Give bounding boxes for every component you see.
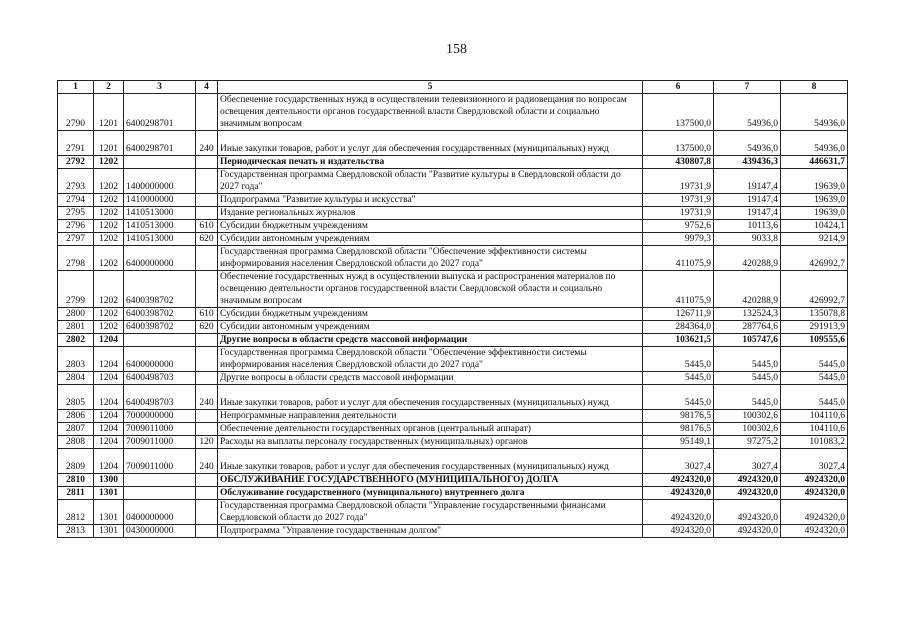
row-number: 2800 bbox=[58, 308, 94, 321]
item-name: ОБСЛУЖИВАНИЕ ГОСУДАРСТВЕННОГО (МУНИЦИПАЛЬНОГО) ДОЛГА bbox=[218, 474, 643, 487]
item-name: Государственная программа Свердловской области "Развитие культуры в Свердловской области до 2027 года" bbox=[218, 169, 643, 194]
amount-col6: 19731,9 bbox=[643, 169, 714, 194]
amount-col8: 135078,8 bbox=[781, 308, 848, 321]
table-row bbox=[58, 410, 848, 423]
expense-type-code bbox=[196, 156, 218, 169]
expense-type-code bbox=[196, 207, 218, 220]
target-article-code: 1410000000 bbox=[124, 194, 196, 207]
section-code: 1204 bbox=[94, 410, 124, 423]
table-row bbox=[58, 233, 848, 246]
row-number: 2811 bbox=[58, 487, 94, 500]
table-row bbox=[58, 94, 848, 131]
amount-col6: 411075,9 bbox=[643, 246, 714, 271]
amount-col7: 420288,9 bbox=[714, 271, 781, 308]
table-row bbox=[58, 449, 848, 474]
expense-type-code bbox=[196, 347, 218, 372]
section-code: 1300 bbox=[94, 474, 124, 487]
amount-col7: 132524,3 bbox=[714, 308, 781, 321]
amount-col6: 9752,6 bbox=[643, 220, 714, 233]
expense-type-code: 240 bbox=[196, 385, 218, 410]
target-article-code: 7000000000 bbox=[124, 410, 196, 423]
section-code: 1204 bbox=[94, 436, 124, 449]
expense-type-code: 240 bbox=[196, 131, 218, 156]
row-number: 2808 bbox=[58, 436, 94, 449]
item-name: Субсидии автономным учреждениям bbox=[218, 233, 643, 246]
expense-type-code: 610 bbox=[196, 220, 218, 233]
expense-type-code bbox=[196, 372, 218, 385]
section-code: 1202 bbox=[94, 321, 124, 334]
item-name: Расходы на выплаты персоналу государственных (муниципальных) органов bbox=[218, 436, 643, 449]
table-row bbox=[58, 207, 848, 220]
amount-col7: 4924320,0 bbox=[714, 525, 781, 538]
amount-col8: 5445,0 bbox=[781, 372, 848, 385]
table-row bbox=[58, 194, 848, 207]
target-article-code: 7009011000 bbox=[124, 436, 196, 449]
section-code: 1204 bbox=[94, 385, 124, 410]
table-row bbox=[58, 525, 848, 538]
header-cell: 5 bbox=[218, 81, 643, 94]
amount-col8: 446631,7 bbox=[781, 156, 848, 169]
table-row bbox=[58, 474, 848, 487]
amount-col8: 4924320,0 bbox=[781, 474, 848, 487]
section-code: 1301 bbox=[94, 487, 124, 500]
row-number: 2802 bbox=[58, 334, 94, 347]
amount-col7: 100302,6 bbox=[714, 423, 781, 436]
amount-col7: 3027,4 bbox=[714, 449, 781, 474]
target-article-code: 1410513000 bbox=[124, 207, 196, 220]
expense-type-code bbox=[196, 500, 218, 525]
amount-col7: 420288,9 bbox=[714, 246, 781, 271]
table-row bbox=[58, 169, 848, 194]
amount-col7: 5445,0 bbox=[714, 385, 781, 410]
expense-type-code bbox=[196, 487, 218, 500]
amount-col7: 4924320,0 bbox=[714, 500, 781, 525]
amount-col8: 5445,0 bbox=[781, 347, 848, 372]
amount-col6: 284364,0 bbox=[643, 321, 714, 334]
item-name: Субсидии бюджетным учреждениям bbox=[218, 308, 643, 321]
target-article-code bbox=[124, 487, 196, 500]
amount-col6: 137500,0 bbox=[643, 94, 714, 131]
amount-col8: 54936,0 bbox=[781, 131, 848, 156]
amount-col8: 426992,7 bbox=[781, 271, 848, 308]
amount-col7: 5445,0 bbox=[714, 347, 781, 372]
item-name: Обеспечение государственных нужд в осуществлении телевизионного и радиовещания по вопросам освещения деятельности органов государственной власти Свердловской области и социально значимым вопросам bbox=[218, 94, 643, 131]
table-row bbox=[58, 321, 848, 334]
table-row bbox=[58, 385, 848, 410]
amount-col6: 9979,3 bbox=[643, 233, 714, 246]
amount-col8: 5445,0 bbox=[781, 385, 848, 410]
section-code: 1202 bbox=[94, 156, 124, 169]
row-number: 2804 bbox=[58, 372, 94, 385]
section-code: 1201 bbox=[94, 94, 124, 131]
expense-type-code: 240 bbox=[196, 449, 218, 474]
target-article-code: 6400498703 bbox=[124, 385, 196, 410]
item-name: Подпрограмма "Управление государственным долгом" bbox=[218, 525, 643, 538]
amount-col7: 19147,4 bbox=[714, 169, 781, 194]
row-number: 2791 bbox=[58, 131, 94, 156]
header-row bbox=[58, 81, 848, 94]
row-number: 2812 bbox=[58, 500, 94, 525]
section-code: 1204 bbox=[94, 423, 124, 436]
amount-col8: 10424,1 bbox=[781, 220, 848, 233]
item-name: Государственная программа Свердловской области "Обеспечение эффективности системы информирования населения Свердловской области до 2027 года" bbox=[218, 246, 643, 271]
target-article-code: 7009011000 bbox=[124, 423, 196, 436]
target-article-code: 1400000000 bbox=[124, 169, 196, 194]
item-name: Непрограммные направления деятельности bbox=[218, 410, 643, 423]
header-cell: 8 bbox=[781, 81, 848, 94]
item-name: Иные закупки товаров, работ и услуг для обеспечения государственных (муниципальных) нужд bbox=[218, 449, 643, 474]
row-number: 2796 bbox=[58, 220, 94, 233]
amount-col7: 97275,2 bbox=[714, 436, 781, 449]
header-cell: 2 bbox=[94, 81, 124, 94]
item-name: Другие вопросы в области средств массовой информации bbox=[218, 334, 643, 347]
header-cell: 1 bbox=[58, 81, 94, 94]
section-code: 1202 bbox=[94, 194, 124, 207]
expense-type-code bbox=[196, 194, 218, 207]
target-article-code: 1410513000 bbox=[124, 220, 196, 233]
amount-col7: 54936,0 bbox=[714, 94, 781, 131]
amount-col6: 4924320,0 bbox=[643, 487, 714, 500]
target-article-code: 6400000000 bbox=[124, 347, 196, 372]
amount-col6: 4924320,0 bbox=[643, 500, 714, 525]
amount-col7: 439436,3 bbox=[714, 156, 781, 169]
item-name: Обеспечение государственных нужд в осуществлении выпуска и распространения материалов по освещению деятельности органов государственной власти Свердловской области и социально значимым вопросам bbox=[218, 271, 643, 308]
expense-type-code: 620 bbox=[196, 233, 218, 246]
table-row bbox=[58, 131, 848, 156]
row-number: 2807 bbox=[58, 423, 94, 436]
section-code: 1202 bbox=[94, 169, 124, 194]
expense-type-code bbox=[196, 525, 218, 538]
amount-col6: 137500,0 bbox=[643, 131, 714, 156]
section-code: 1202 bbox=[94, 308, 124, 321]
amount-col7: 54936,0 bbox=[714, 131, 781, 156]
amount-col8: 104110,6 bbox=[781, 410, 848, 423]
item-name: Подпрограмма "Развитие культуры и искусства" bbox=[218, 194, 643, 207]
amount-col6: 4924320,0 bbox=[643, 525, 714, 538]
expense-type-code bbox=[196, 423, 218, 436]
row-number: 2793 bbox=[58, 169, 94, 194]
amount-col6: 103621,5 bbox=[643, 334, 714, 347]
page-number: 158 bbox=[446, 42, 467, 57]
amount-col8: 426992,7 bbox=[781, 246, 848, 271]
row-number: 2806 bbox=[58, 410, 94, 423]
amount-col7: 287764,6 bbox=[714, 321, 781, 334]
amount-col8: 4924320,0 bbox=[781, 487, 848, 500]
amount-col8: 54936,0 bbox=[781, 94, 848, 131]
table-row bbox=[58, 372, 848, 385]
item-name: Иные закупки товаров, работ и услуг для обеспечения государственных (муниципальных) нужд bbox=[218, 385, 643, 410]
section-code: 1202 bbox=[94, 207, 124, 220]
amount-col8: 4924320,0 bbox=[781, 525, 848, 538]
target-article-code bbox=[124, 334, 196, 347]
amount-col6: 19731,9 bbox=[643, 194, 714, 207]
expense-type-code: 120 bbox=[196, 436, 218, 449]
row-number: 2797 bbox=[58, 233, 94, 246]
expense-type-code: 620 bbox=[196, 321, 218, 334]
item-name: Государственная программа Свердловской области "Управление государственными финансами Свердловской области до 2027 года" bbox=[218, 500, 643, 525]
row-number: 2794 bbox=[58, 194, 94, 207]
amount-col7: 100302,6 bbox=[714, 410, 781, 423]
item-name: Периодическая печать и издательства bbox=[218, 156, 643, 169]
table-row bbox=[58, 271, 848, 308]
section-code: 1301 bbox=[94, 525, 124, 538]
amount-col6: 411075,9 bbox=[643, 271, 714, 308]
section-code: 1204 bbox=[94, 347, 124, 372]
header-cell: 6 bbox=[643, 81, 714, 94]
item-name: Субсидии автономным учреждениям bbox=[218, 321, 643, 334]
amount-col6: 430807,8 bbox=[643, 156, 714, 169]
amount-col6: 5445,0 bbox=[643, 385, 714, 410]
amount-col6: 126711,9 bbox=[643, 308, 714, 321]
amount-col6: 5445,0 bbox=[643, 372, 714, 385]
section-code: 1202 bbox=[94, 220, 124, 233]
amount-col8: 3027,4 bbox=[781, 449, 848, 474]
amount-col6: 95149,1 bbox=[643, 436, 714, 449]
expense-type-code bbox=[196, 334, 218, 347]
amount-col6: 5445,0 bbox=[643, 347, 714, 372]
target-article-code: 6400298701 bbox=[124, 94, 196, 131]
target-article-code: 6400398702 bbox=[124, 321, 196, 334]
amount-col8: 104110,6 bbox=[781, 423, 848, 436]
row-number: 2799 bbox=[58, 271, 94, 308]
section-code: 1202 bbox=[94, 233, 124, 246]
table-row bbox=[58, 500, 848, 525]
section-code: 1204 bbox=[94, 449, 124, 474]
row-number: 2792 bbox=[58, 156, 94, 169]
amount-col6: 98176,5 bbox=[643, 423, 714, 436]
amount-col6: 4924320,0 bbox=[643, 474, 714, 487]
table-row bbox=[58, 347, 848, 372]
amount-col7: 4924320,0 bbox=[714, 474, 781, 487]
table-row bbox=[58, 156, 848, 169]
expense-type-code bbox=[196, 271, 218, 308]
expense-type-code: 610 bbox=[196, 308, 218, 321]
amount-col6: 98176,5 bbox=[643, 410, 714, 423]
row-number: 2813 bbox=[58, 525, 94, 538]
header-cell: 3 bbox=[124, 81, 196, 94]
table-row bbox=[58, 436, 848, 449]
amount-col7: 10113,6 bbox=[714, 220, 781, 233]
target-article-code: 6400398702 bbox=[124, 308, 196, 321]
section-code: 1204 bbox=[94, 334, 124, 347]
expense-type-code bbox=[196, 169, 218, 194]
target-article-code: 6400000000 bbox=[124, 246, 196, 271]
section-code: 1204 bbox=[94, 372, 124, 385]
section-code: 1202 bbox=[94, 246, 124, 271]
row-number: 2798 bbox=[58, 246, 94, 271]
item-name: Другие вопросы в области средств массовой информации bbox=[218, 372, 643, 385]
expense-type-code bbox=[196, 94, 218, 131]
amount-col7: 4924320,0 bbox=[714, 487, 781, 500]
item-name: Иные закупки товаров, работ и услуг для обеспечения государственных (муниципальных) нужд bbox=[218, 131, 643, 156]
target-article-code: 1410513000 bbox=[124, 233, 196, 246]
amount-col6: 19731,9 bbox=[643, 207, 714, 220]
row-number: 2809 bbox=[58, 449, 94, 474]
amount-col6: 3027,4 bbox=[643, 449, 714, 474]
target-article-code: 7009011000 bbox=[124, 449, 196, 474]
item-name: Субсидии бюджетным учреждениям bbox=[218, 220, 643, 233]
row-number: 2801 bbox=[58, 321, 94, 334]
target-article-code bbox=[124, 474, 196, 487]
amount-col8: 19639,0 bbox=[781, 194, 848, 207]
target-article-code: 6400398702 bbox=[124, 271, 196, 308]
item-name: Издание региональных журналов bbox=[218, 207, 643, 220]
target-article-code: 6400498703 bbox=[124, 372, 196, 385]
target-article-code: 0400000000 bbox=[124, 500, 196, 525]
amount-col7: 105747,6 bbox=[714, 334, 781, 347]
amount-col8: 4924320,0 bbox=[781, 500, 848, 525]
budget-table bbox=[57, 80, 848, 538]
target-article-code bbox=[124, 156, 196, 169]
amount-col7: 19147,4 bbox=[714, 207, 781, 220]
header-cell: 7 bbox=[714, 81, 781, 94]
amount-col7: 5445,0 bbox=[714, 372, 781, 385]
row-number: 2795 bbox=[58, 207, 94, 220]
target-article-code: 6400298701 bbox=[124, 131, 196, 156]
section-code: 1202 bbox=[94, 271, 124, 308]
row-number: 2805 bbox=[58, 385, 94, 410]
table-row bbox=[58, 246, 848, 271]
item-name: Обеспечение деятельности государственных органов (центральный аппарат) bbox=[218, 423, 643, 436]
amount-col8: 19639,0 bbox=[781, 207, 848, 220]
table-row bbox=[58, 423, 848, 436]
amount-col8: 101083,2 bbox=[781, 436, 848, 449]
section-code: 1201 bbox=[94, 131, 124, 156]
row-number: 2790 bbox=[58, 94, 94, 131]
section-code: 1301 bbox=[94, 500, 124, 525]
amount-col8: 19639,0 bbox=[781, 169, 848, 194]
item-name: Обслуживание государственного (муниципального) внутреннего долга bbox=[218, 487, 643, 500]
target-article-code: 0430000000 bbox=[124, 525, 196, 538]
amount-col8: 9214,9 bbox=[781, 233, 848, 246]
item-name: Государственная программа Свердловской области "Обеспечение эффективности системы информирования населения Свердловской области до 2027 года" bbox=[218, 347, 643, 372]
amount-col8: 291913,9 bbox=[781, 321, 848, 334]
row-number: 2803 bbox=[58, 347, 94, 372]
table-row bbox=[58, 334, 848, 347]
table-row bbox=[58, 487, 848, 500]
amount-col8: 109555,6 bbox=[781, 334, 848, 347]
expense-type-code bbox=[196, 474, 218, 487]
table-row bbox=[58, 220, 848, 233]
row-number: 2810 bbox=[58, 474, 94, 487]
header-cell: 4 bbox=[196, 81, 218, 94]
table-row bbox=[58, 308, 848, 321]
amount-col7: 9033,8 bbox=[714, 233, 781, 246]
expense-type-code bbox=[196, 246, 218, 271]
expense-type-code bbox=[196, 410, 218, 423]
amount-col7: 19147,4 bbox=[714, 194, 781, 207]
